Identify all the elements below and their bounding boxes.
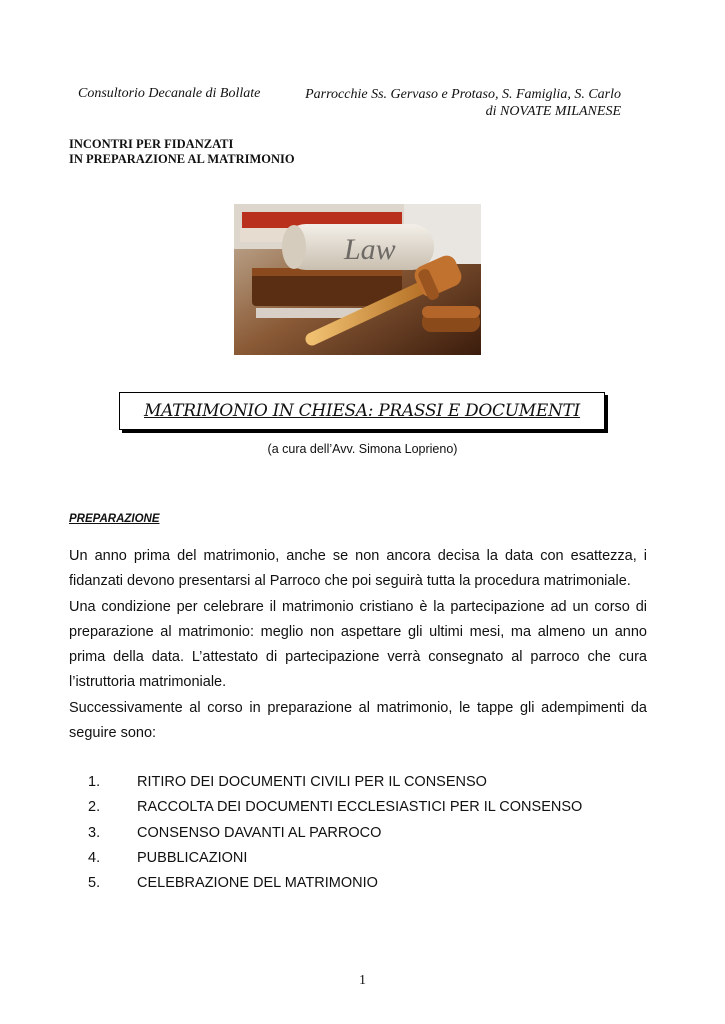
step-text: RITIRO DEI DOCUMENTI CIVILI PER IL CONSENSO: [137, 774, 487, 790]
step-number: 5.: [88, 875, 101, 892]
title-box: [119, 392, 605, 430]
header-right-text: [305, 86, 621, 120]
steps-list: [88, 770, 648, 896]
subtitle-line1: INCONTRI PER FIDANZATI: [69, 137, 234, 151]
paragraph: Una condizione per celebrare il matrimonio cristiano è la partecipazione ad un corso di preparazione al matrimonio: meglio non aspettare gli ultimi mesi, ma almeno un anno prima della data. L’attestato di partecipazione verrà consegnato al parroco che cura l’istruttoria matrimoniale.: [69, 598, 647, 691]
course-subtitle: [69, 137, 295, 167]
step-text: RACCOLTA DEI DOCUMENTI ECCLESIASTICI PER IL CONSENSO: [137, 799, 583, 816]
body-text: [69, 544, 647, 746]
paragraph: Un anno prima del matrimonio, anche se non ancora decisa la data con esattezza, i fidanzati devono presentarsi al Parroco che poi seguirà tutta la procedura matrimoniale.: [69, 548, 647, 590]
author-credit: (a cura dell’Avv. Simona Loprieno): [267, 442, 458, 456]
header-left-text: Consultorio Decanale di Bollate: [78, 86, 261, 101]
step-text: CONSENSO DAVANTI AL PARROCO: [137, 824, 382, 841]
header-right-line1: Parrocchie Ss. Gervaso e Protaso, S. Famiglia, S. Carlo: [305, 87, 621, 102]
list-item: [88, 821, 648, 846]
step-number: 4.: [88, 849, 101, 866]
step-text: CELEBRAZIONE DEL MATRIMONIO: [137, 875, 378, 892]
section-heading: PREPARAZIONE: [69, 513, 160, 525]
step-text: PUBBLICAZIONI: [137, 849, 248, 866]
scroll-law-text: Law: [344, 233, 396, 266]
page-number: 1: [359, 973, 366, 988]
gavel-law-photo: [234, 204, 481, 355]
step-number: 3.: [88, 824, 101, 841]
subtitle-line2: IN PREPARAZIONE AL MATRIMONIO: [69, 152, 295, 166]
paragraph: Successivamente al corso in preparazione al matrimonio, le tappe gli adempimenti da seguire sono:: [69, 699, 647, 742]
document-title: MATRIMONIO IN CHIESA: PRASSI E DOCUMENTI: [144, 401, 580, 421]
list-item: [88, 770, 648, 795]
step-number: 2.: [88, 799, 101, 816]
list-item: [88, 795, 648, 820]
list-item: [88, 871, 648, 896]
list-item: [88, 846, 648, 871]
gavel-icon: [234, 204, 481, 355]
header-right-line2: di NOVATE MILANESE: [485, 104, 621, 119]
step-number: 1.: [88, 774, 101, 790]
